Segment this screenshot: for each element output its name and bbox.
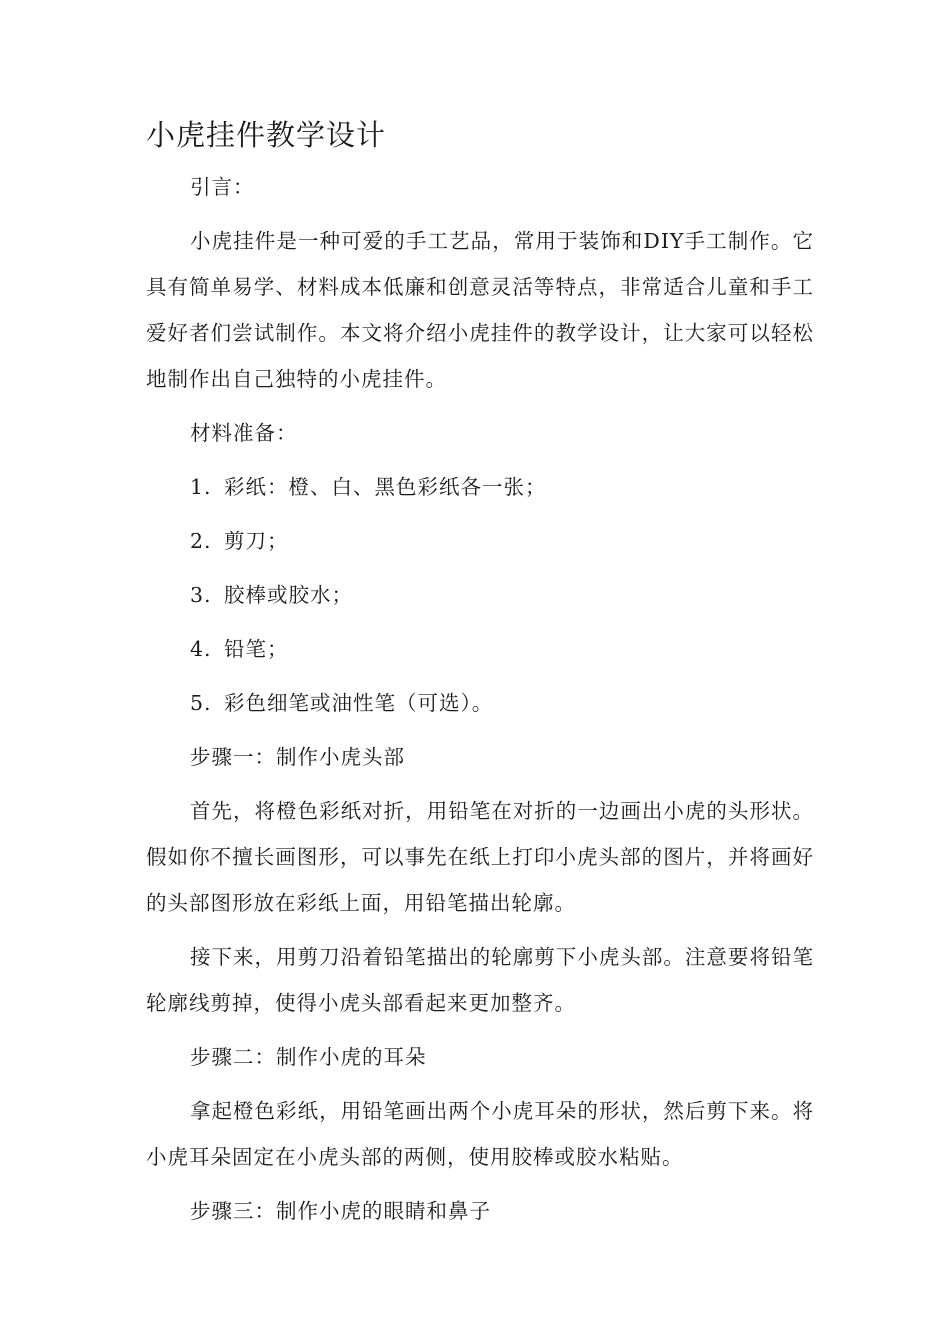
list-item-number: 4. bbox=[190, 637, 212, 661]
list-item bbox=[146, 626, 814, 672]
document-title: 小虎挂件教学设计 bbox=[146, 118, 387, 152]
list-item bbox=[146, 464, 814, 510]
list-item-number: 5. bbox=[190, 691, 212, 715]
list-item-number: 3. bbox=[190, 583, 212, 607]
intro-heading: 引言： bbox=[190, 175, 255, 199]
step1-paragraph-2: 接下来，用剪刀沿着铅笔描出的轮廓剪下小虎头部。注意要将铅笔轮廓线剪掉，使得小虎头部看起来更加整齐。 bbox=[146, 945, 814, 1015]
list-item bbox=[146, 680, 814, 726]
list-item-text: 胶棒或胶水； bbox=[224, 583, 353, 607]
step1-heading: 步骤一：制作小虎头部 bbox=[190, 745, 405, 769]
list-item-number: 2. bbox=[190, 529, 212, 553]
list-item bbox=[146, 572, 814, 618]
step2-heading: 步骤二：制作小虎的耳朵 bbox=[190, 1045, 427, 1069]
materials-heading: 材料准备： bbox=[190, 421, 298, 445]
list-item-text: 剪刀； bbox=[224, 529, 289, 553]
document-page bbox=[146, 112, 814, 1242]
list-item-text: 彩色细笔或油性笔（可选）。 bbox=[224, 691, 494, 715]
list-item bbox=[146, 518, 814, 564]
intro-paragraph: 小虎挂件是一种可爱的手工艺品，常用于装饰和DIY手工制作。它具有简单易学、材料成本低廉和创意灵活等特点，非常适合儿童和手工爱好者们尝试制作。本文将介绍小虎挂件的教学设计，让大家可以轻松地制作出自己独特的小虎挂件。 bbox=[146, 229, 814, 391]
list-item-text: 铅笔； bbox=[224, 637, 289, 661]
step1-paragraph-1: 首先，将橙色彩纸对折，用铅笔在对折的一边画出小虎的头形状。假如你不擅长画图形，可以事先在纸上打印小虎头部的图片，并将画好的头部图形放在彩纸上面，用铅笔描出轮廓。 bbox=[146, 799, 814, 915]
step3-heading: 步骤三：制作小虎的眼睛和鼻子 bbox=[190, 1199, 491, 1223]
list-item-text: 彩纸：橙、白、黑色彩纸各一张； bbox=[224, 475, 547, 499]
list-item-number: 1. bbox=[190, 475, 212, 499]
step2-paragraph-1: 拿起橙色彩纸，用铅笔画出两个小虎耳朵的形状，然后剪下来。将小虎耳朵固定在小虎头部的两侧，使用胶棒或胶水粘贴。 bbox=[146, 1099, 814, 1169]
